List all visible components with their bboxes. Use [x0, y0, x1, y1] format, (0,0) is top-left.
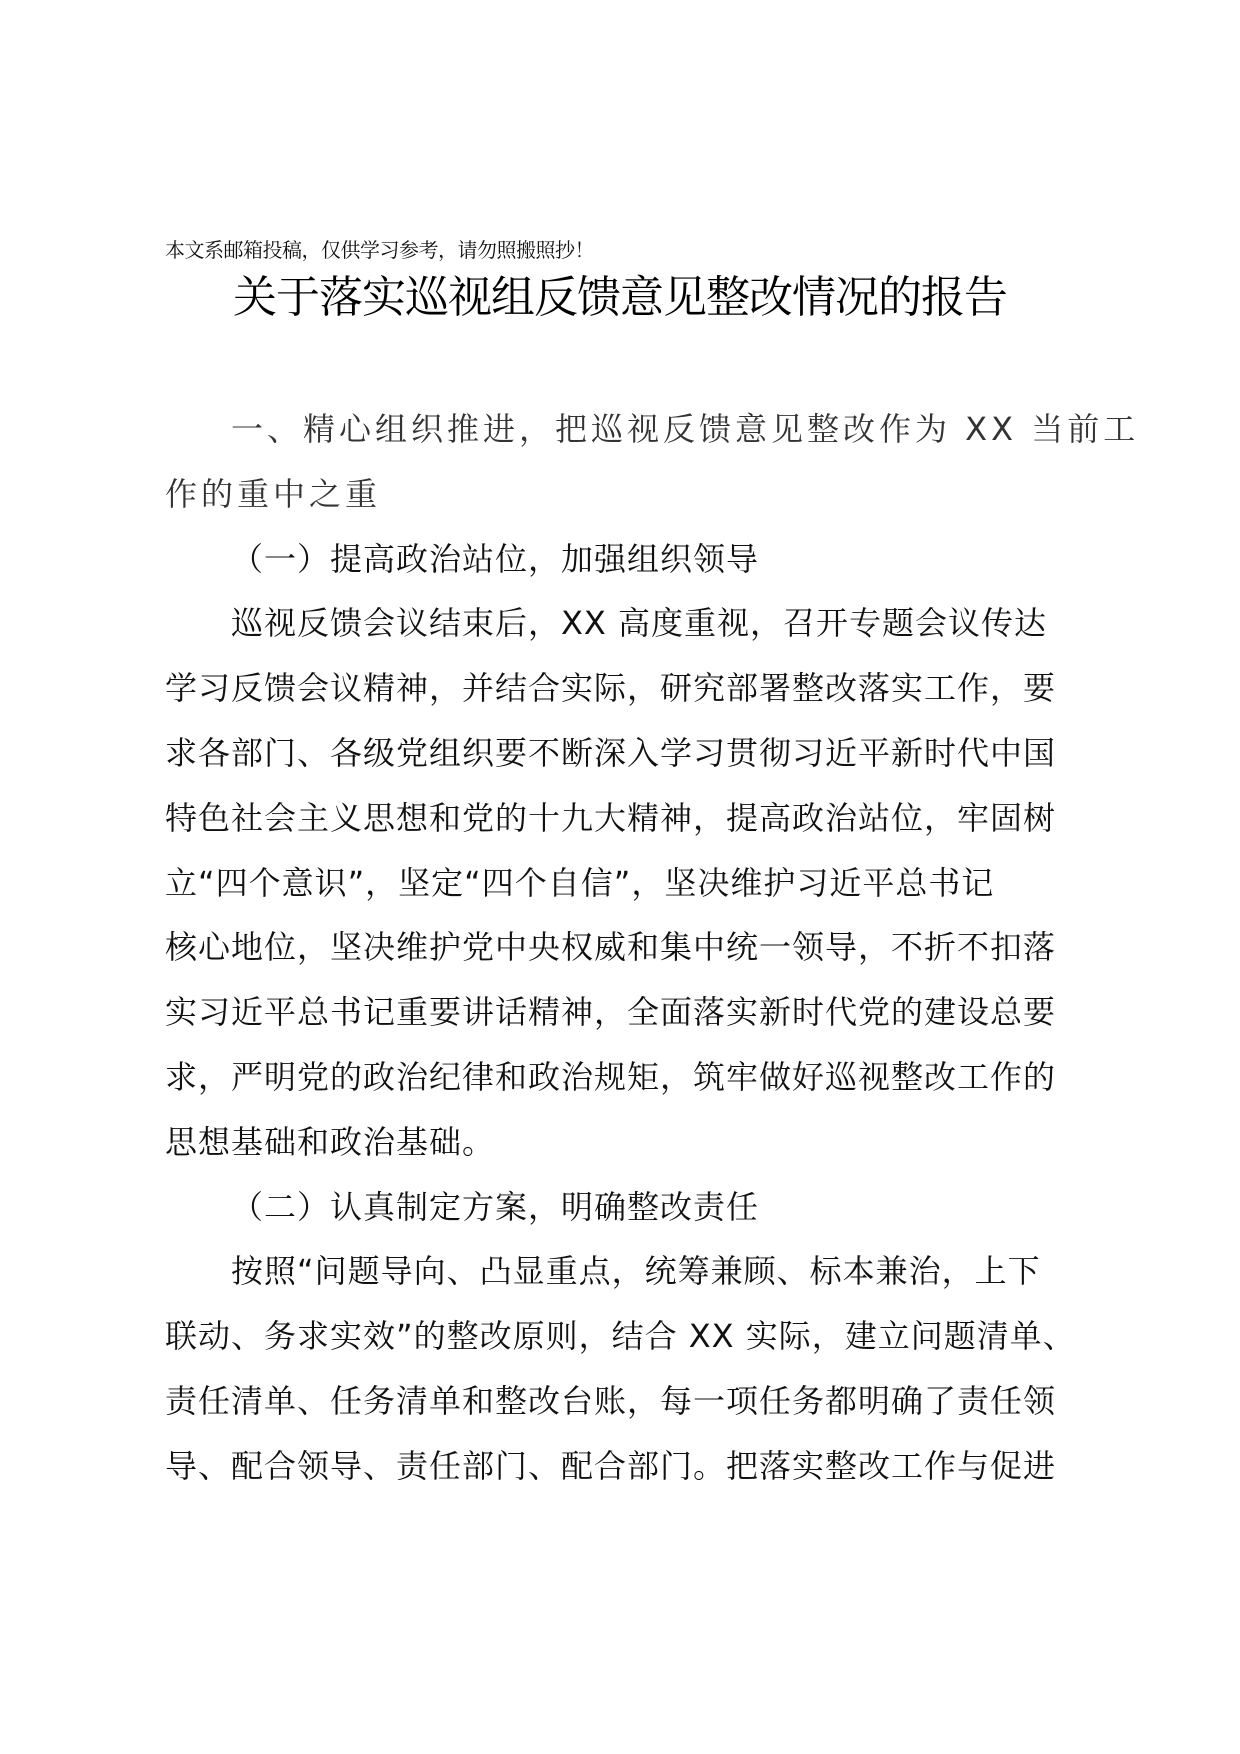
paragraph-line: 立“四个意识”，坚定“四个自信”，坚决维护习近平总书记: [165, 863, 995, 902]
disclaimer-note: 本文系邮箱投稿，仅供学习参考，请勿照搬照抄！: [165, 238, 594, 262]
paragraph-line: 实习近平总书记重要讲话精神，全面落实新时代党的建设总要: [165, 993, 1057, 1032]
paragraph-line: 求，严明党的政治纪律和政治规矩，筑牢做好巡视整改工作的: [165, 1057, 1057, 1096]
document-body: [165, 405, 1140, 1507]
section-heading-1: 一、精心组织推进，把巡视反馈意见整改作为 XX 当前工: [231, 410, 1140, 448]
paragraph-line: 特色社会主义思想和党的十九大精神，提高政治站位，牢固树: [165, 798, 1057, 837]
section-heading-1-cont: 作的重中之重: [165, 474, 382, 513]
paragraph-line: 思想基础和政治基础。: [165, 1122, 496, 1161]
paragraph-line: 联动、务求实效”的整改原则，结合 XX 实际，建立问题清单、: [165, 1317, 1076, 1356]
paragraph-line: 求各部门、各级党组织要不断深入学习贯彻习近平新时代中国: [165, 733, 1057, 772]
subsection-heading-2: （二）认真制定方案，明确整改责任: [231, 1187, 760, 1226]
paragraph-line: 责任清单、任务清单和整改台账，每一项任务都明确了责任领: [165, 1381, 1057, 1420]
paragraph-line: 学习反馈会议精神，并结合实际，研究部署整改落实工作，要: [165, 669, 1057, 708]
paragraph-line: 按照“问题导向、凸显重点，统筹兼顾、标本兼治，上下: [231, 1252, 1041, 1291]
document-title: 关于落实巡视组反馈意见整改情况的报告: [233, 272, 1007, 323]
subsection-heading-1: （一）提高政治站位，加强组织领导: [231, 539, 760, 578]
paragraph-line: 导、配合领导、责任部门、配合部门。把落实整改工作与促进: [165, 1446, 1057, 1485]
paragraph-line: 核心地位，坚决维护党中央权威和集中统一领导，不折不扣落: [165, 928, 1057, 967]
paragraph-line: 巡视反馈会议结束后，XX 高度重视，召开专题会议传达: [231, 604, 1048, 643]
